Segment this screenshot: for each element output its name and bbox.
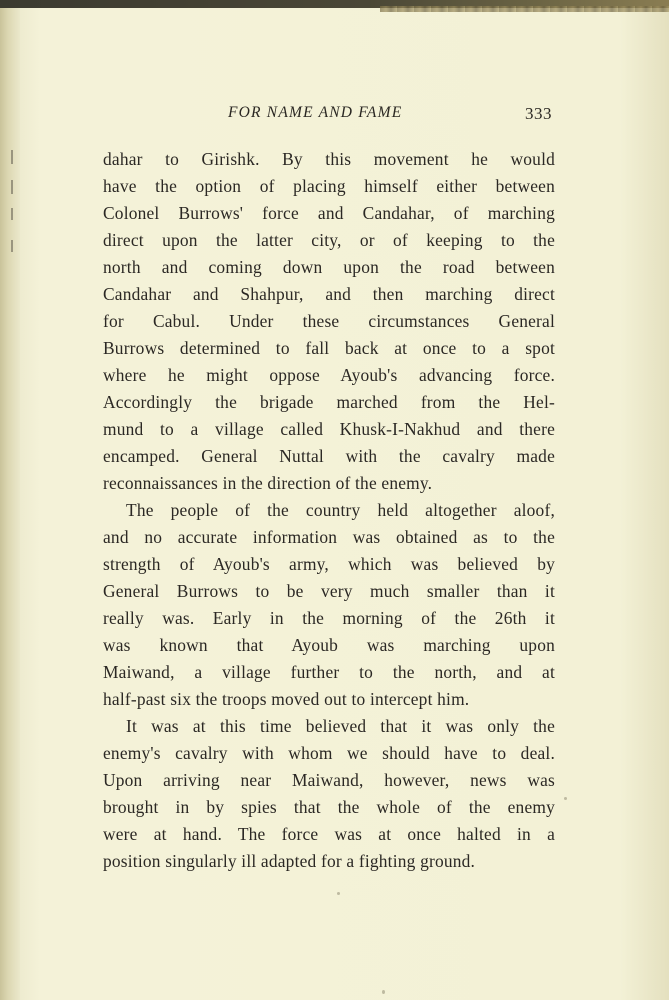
running-head: FOR NAME AND FAME	[228, 104, 403, 121]
text-line: have the option of placing himself either between	[103, 176, 555, 196]
gutter-mark	[11, 150, 13, 164]
text-line: It was at this time believed that it was only the	[126, 716, 555, 736]
text-line: enemy's cavalry with whom we should have to deal.	[103, 743, 555, 763]
text-line: Candahar and Shahpur, and then marching direct	[103, 284, 555, 304]
text-line: reconnaissances in the direction of the enemy.	[103, 473, 433, 493]
text-line: General Burrows to be very much smaller than it	[103, 581, 555, 601]
paragraph	[103, 713, 555, 875]
text-line: The people of the country held altogether aloof,	[126, 500, 555, 520]
text-line: for Cabul. Under these circumstances General	[103, 311, 555, 331]
gutter-mark	[11, 208, 13, 220]
text-line: dahar to Girishk. By this movement he would	[103, 149, 555, 169]
text-line: Accordingly the brigade marched from the Hel-	[103, 392, 555, 412]
text-line: was known that Ayoub was marching upon	[103, 635, 555, 655]
text-line: mund to a village called Khusk-I-Nakhud and there	[103, 419, 555, 439]
paper-speck	[564, 797, 567, 800]
page-top-edge-wear	[380, 6, 669, 12]
text-line: north and coming down upon the road between	[103, 257, 555, 277]
paper-speck	[382, 990, 385, 994]
paper-speck	[337, 892, 340, 895]
text-line: Colonel Burrows' force and Candahar, of marching	[103, 203, 555, 223]
gutter-mark	[11, 180, 13, 194]
text-line: direct upon the latter city, or of keeping to the	[103, 230, 555, 250]
paragraph	[103, 146, 555, 497]
paragraph	[103, 497, 555, 713]
page-binding-gutter	[0, 8, 20, 1000]
text-line: half-past six the troops moved out to intercept him.	[103, 689, 470, 709]
text-line: were at hand. The force was at once halted in a	[103, 824, 555, 844]
body-text	[103, 146, 555, 875]
text-line: where he might oppose Ayoub's advancing force.	[103, 365, 555, 385]
text-line: and no accurate information was obtained as to the	[103, 527, 555, 547]
text-line: position singularly ill adapted for a fighting ground.	[103, 851, 476, 871]
text-line: really was. Early in the morning of the 26th it	[103, 608, 555, 628]
text-line: Maiwand, a village further to the north, and at	[103, 662, 555, 682]
text-line: encamped. General Nuttal with the cavalry made	[103, 446, 555, 466]
text-line: Burrows determined to fall back at once to a spot	[103, 338, 555, 358]
text-line: brought in by spies that the whole of the enemy	[103, 797, 555, 817]
text-line: Upon arriving near Maiwand, however, news was	[103, 770, 555, 790]
gutter-mark	[11, 240, 13, 252]
text-line: strength of Ayoub's army, which was believed by	[103, 554, 555, 574]
page-number: 333	[525, 104, 552, 123]
